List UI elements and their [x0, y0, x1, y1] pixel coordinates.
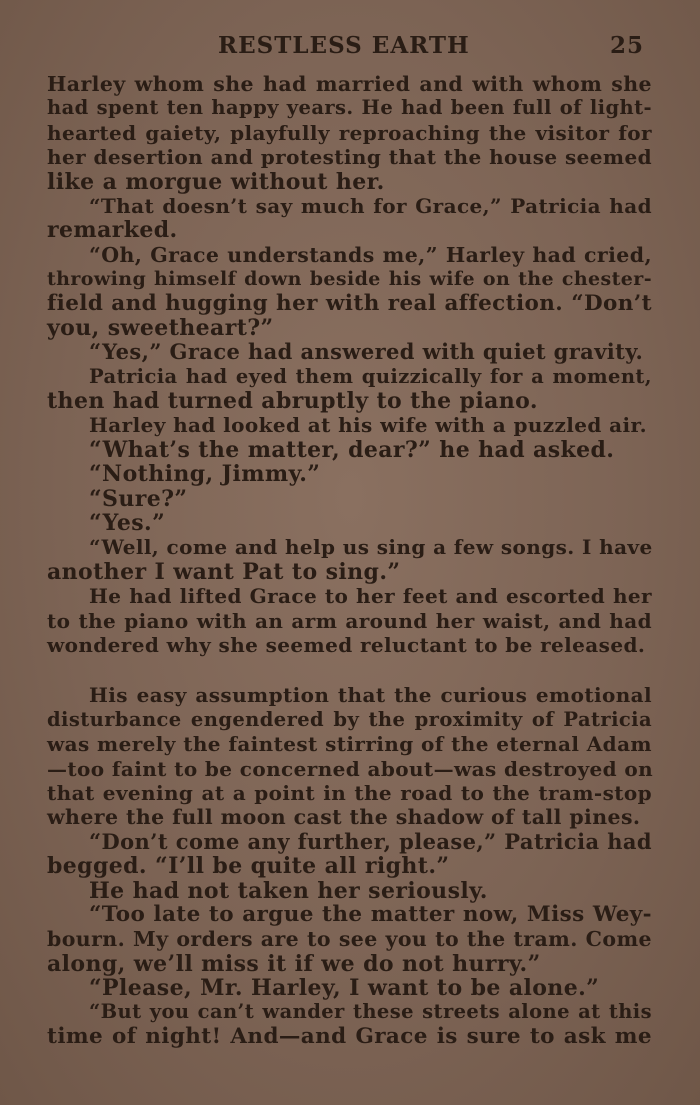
- text-line: “Yes.”: [89, 510, 166, 537]
- text-line: “That doesn’t say much for Grace,” Patricia had: [89, 193, 652, 218]
- text-line: had spent ten happy years. He had been full of light-: [47, 96, 652, 120]
- text-line: “Oh, Grace understands me,” Harley had cried,: [89, 242, 652, 267]
- text-line: He had not taken her seriously.: [89, 877, 488, 904]
- running-title: RESTLESS EARTH: [218, 32, 470, 59]
- text-line: wondered why she seemed reluctant to be released.: [47, 632, 646, 657]
- text-line: bourn. My orders are to see you to the tram. Come: [47, 927, 652, 952]
- text-line: Harley whom she had married and with whom she: [47, 72, 652, 96]
- text-line: to the piano with an arm around her waist, and had: [47, 608, 652, 633]
- text-line: “Sure?”: [89, 485, 188, 512]
- text-line: His easy assumption that the curious emotional: [89, 683, 652, 708]
- text-line: “Well, come and help us sing a few songs. I have: [89, 535, 653, 560]
- text-line: along, we’ll miss it if we do not hurry.”: [47, 950, 541, 977]
- text-line: “What’s the matter, dear?” he had asked.: [89, 436, 615, 463]
- text-line: remarked.: [47, 217, 178, 244]
- text-line: —too faint to be concerned about—was destroyed on: [47, 756, 654, 781]
- text-line: her desertion and protesting that the house seemed: [47, 145, 652, 170]
- text-line: you, sweetheart?”: [47, 314, 274, 341]
- text-line: “Nothing, Jimmy.”: [89, 461, 321, 488]
- text-line: where the full moon cast the shadow of tall pines.: [47, 805, 641, 830]
- text-line: then had turned abruptly to the piano.: [47, 388, 538, 415]
- text-line: “Please, Mr. Harley, I want to be alone.”: [89, 975, 600, 1002]
- text-line: like a morgue without her.: [47, 168, 385, 195]
- page-number: 25: [610, 32, 645, 59]
- section-break: [47, 657, 652, 683]
- text-line: hearted gaiety, playfully reproaching the visitor for: [47, 120, 652, 145]
- text-line: disturbance engendered by the proximity of Patricia: [47, 707, 652, 731]
- text-line: was merely the faintest stirring of the eternal Adam: [47, 732, 652, 757]
- text-line: begged. “I’ll be quite all right.”: [47, 853, 450, 880]
- page-header: [0, 32, 700, 66]
- page-body: [47, 72, 652, 1049]
- text-line: Patricia had eyed them quizzically for a moment,: [89, 364, 652, 388]
- text-line: another I want Pat to sing.”: [47, 558, 401, 585]
- text-line: throwing himself down beside his wife on the chester-: [47, 268, 652, 291]
- text-line: He had lifted Grace to her feet and escorted her: [89, 584, 652, 609]
- text-line: Harley had looked at his wife with a puzzled air.: [89, 413, 647, 438]
- text-line: “Yes,” Grace had answered with quiet gravity.: [89, 339, 644, 365]
- text-line: “Too late to argue the matter now, Miss Wey-: [89, 901, 652, 927]
- text-line: time of night! And—and Grace is sure to ask me: [47, 1023, 652, 1049]
- text-line: field and hugging her with real affection. “Don’t: [47, 290, 652, 316]
- text-line: that evening at a point in the road to the tram-stop: [47, 780, 652, 805]
- text-line: “Don’t come any further, please,” Patricia had: [89, 828, 652, 854]
- text-line: “But you can’t wander these streets alone at this: [89, 1000, 652, 1024]
